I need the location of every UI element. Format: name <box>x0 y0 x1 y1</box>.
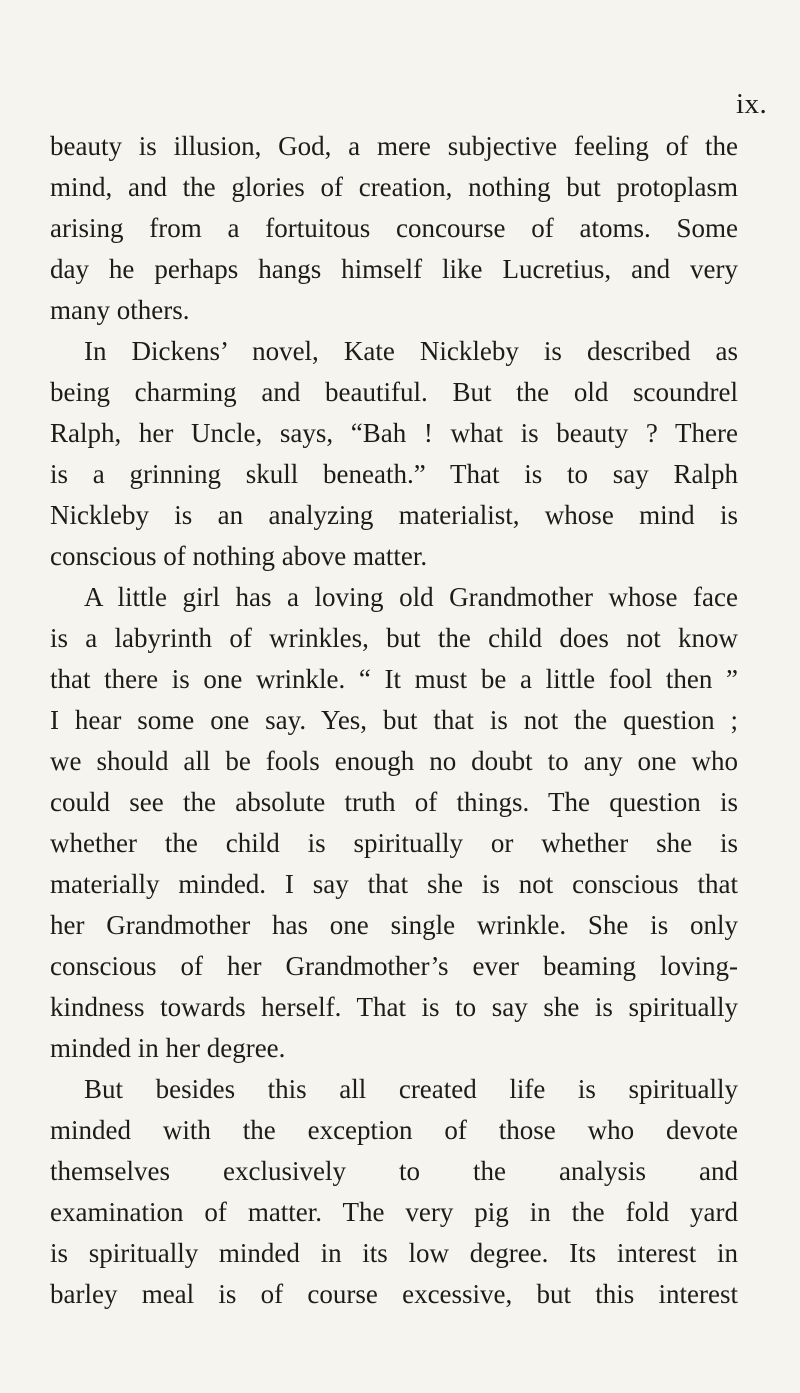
text-line: day he perhaps hangs himself like Lucretius, and very <box>50 254 738 284</box>
text-line: I hear some one say. Yes, but that is not the question ; <box>50 705 738 735</box>
text-line: whether the child is spiritually or whether she is <box>50 828 738 858</box>
text-line: Nickleby is an analyzing materialist, whose mind is <box>50 500 738 530</box>
text-line: conscious of her Grandmother’s ever beaming loving- <box>50 951 738 981</box>
text-line: minded with the exception of those who devote <box>50 1115 738 1145</box>
text-line: is a grinning skull beneath.” That is to say Ralph <box>50 459 738 489</box>
text-line: could see the absolute truth of things. The question is <box>50 787 738 817</box>
text-line: arising from a fortuitous concourse of atoms. Some <box>50 213 738 243</box>
text-line: themselves exclusively to the analysis and <box>50 1156 738 1186</box>
text-line: being charming and beautiful. But the old scoundrel <box>50 377 738 407</box>
text-line: kindness towards herself. That is to say she is spiritually <box>50 992 738 1022</box>
text-line: that there is one wrinkle. “ It must be a little fool then ” <box>50 664 738 694</box>
text-line: Ralph, her Uncle, says, “Bah ! what is beauty ? There <box>50 418 738 448</box>
text-line: mind, and the glories of creation, nothing but protoplasm <box>50 172 738 202</box>
text-line: conscious of nothing above matter. <box>50 541 428 571</box>
text-line: beauty is illusion, God, a mere subjective feeling of the <box>50 131 738 161</box>
text-line: examination of matter. The very pig in the fold yard <box>50 1197 738 1227</box>
text-line: barley meal is of course excessive, but this interest <box>50 1279 738 1309</box>
text-line: In Dickens’ novel, Kate Nickleby is described as <box>84 336 738 366</box>
text-line: is a labyrinth of wrinkles, but the child does not know <box>50 623 738 653</box>
page-number: ix. <box>736 88 768 120</box>
text-line: But besides this all created life is spiritually <box>84 1074 738 1104</box>
text-line: minded in her degree. <box>50 1033 286 1063</box>
text-line: materially minded. I say that she is not conscious that <box>50 869 738 899</box>
text-line: her Grandmother has one single wrinkle. She is only <box>50 910 738 940</box>
text-line: is spiritually minded in its low degree. Its interest in <box>50 1238 738 1268</box>
text-line: A little girl has a loving old Grandmother whose face <box>84 582 738 612</box>
text-line: many others. <box>50 295 190 325</box>
text-line: we should all be fools enough no doubt to any one who <box>50 746 738 776</box>
